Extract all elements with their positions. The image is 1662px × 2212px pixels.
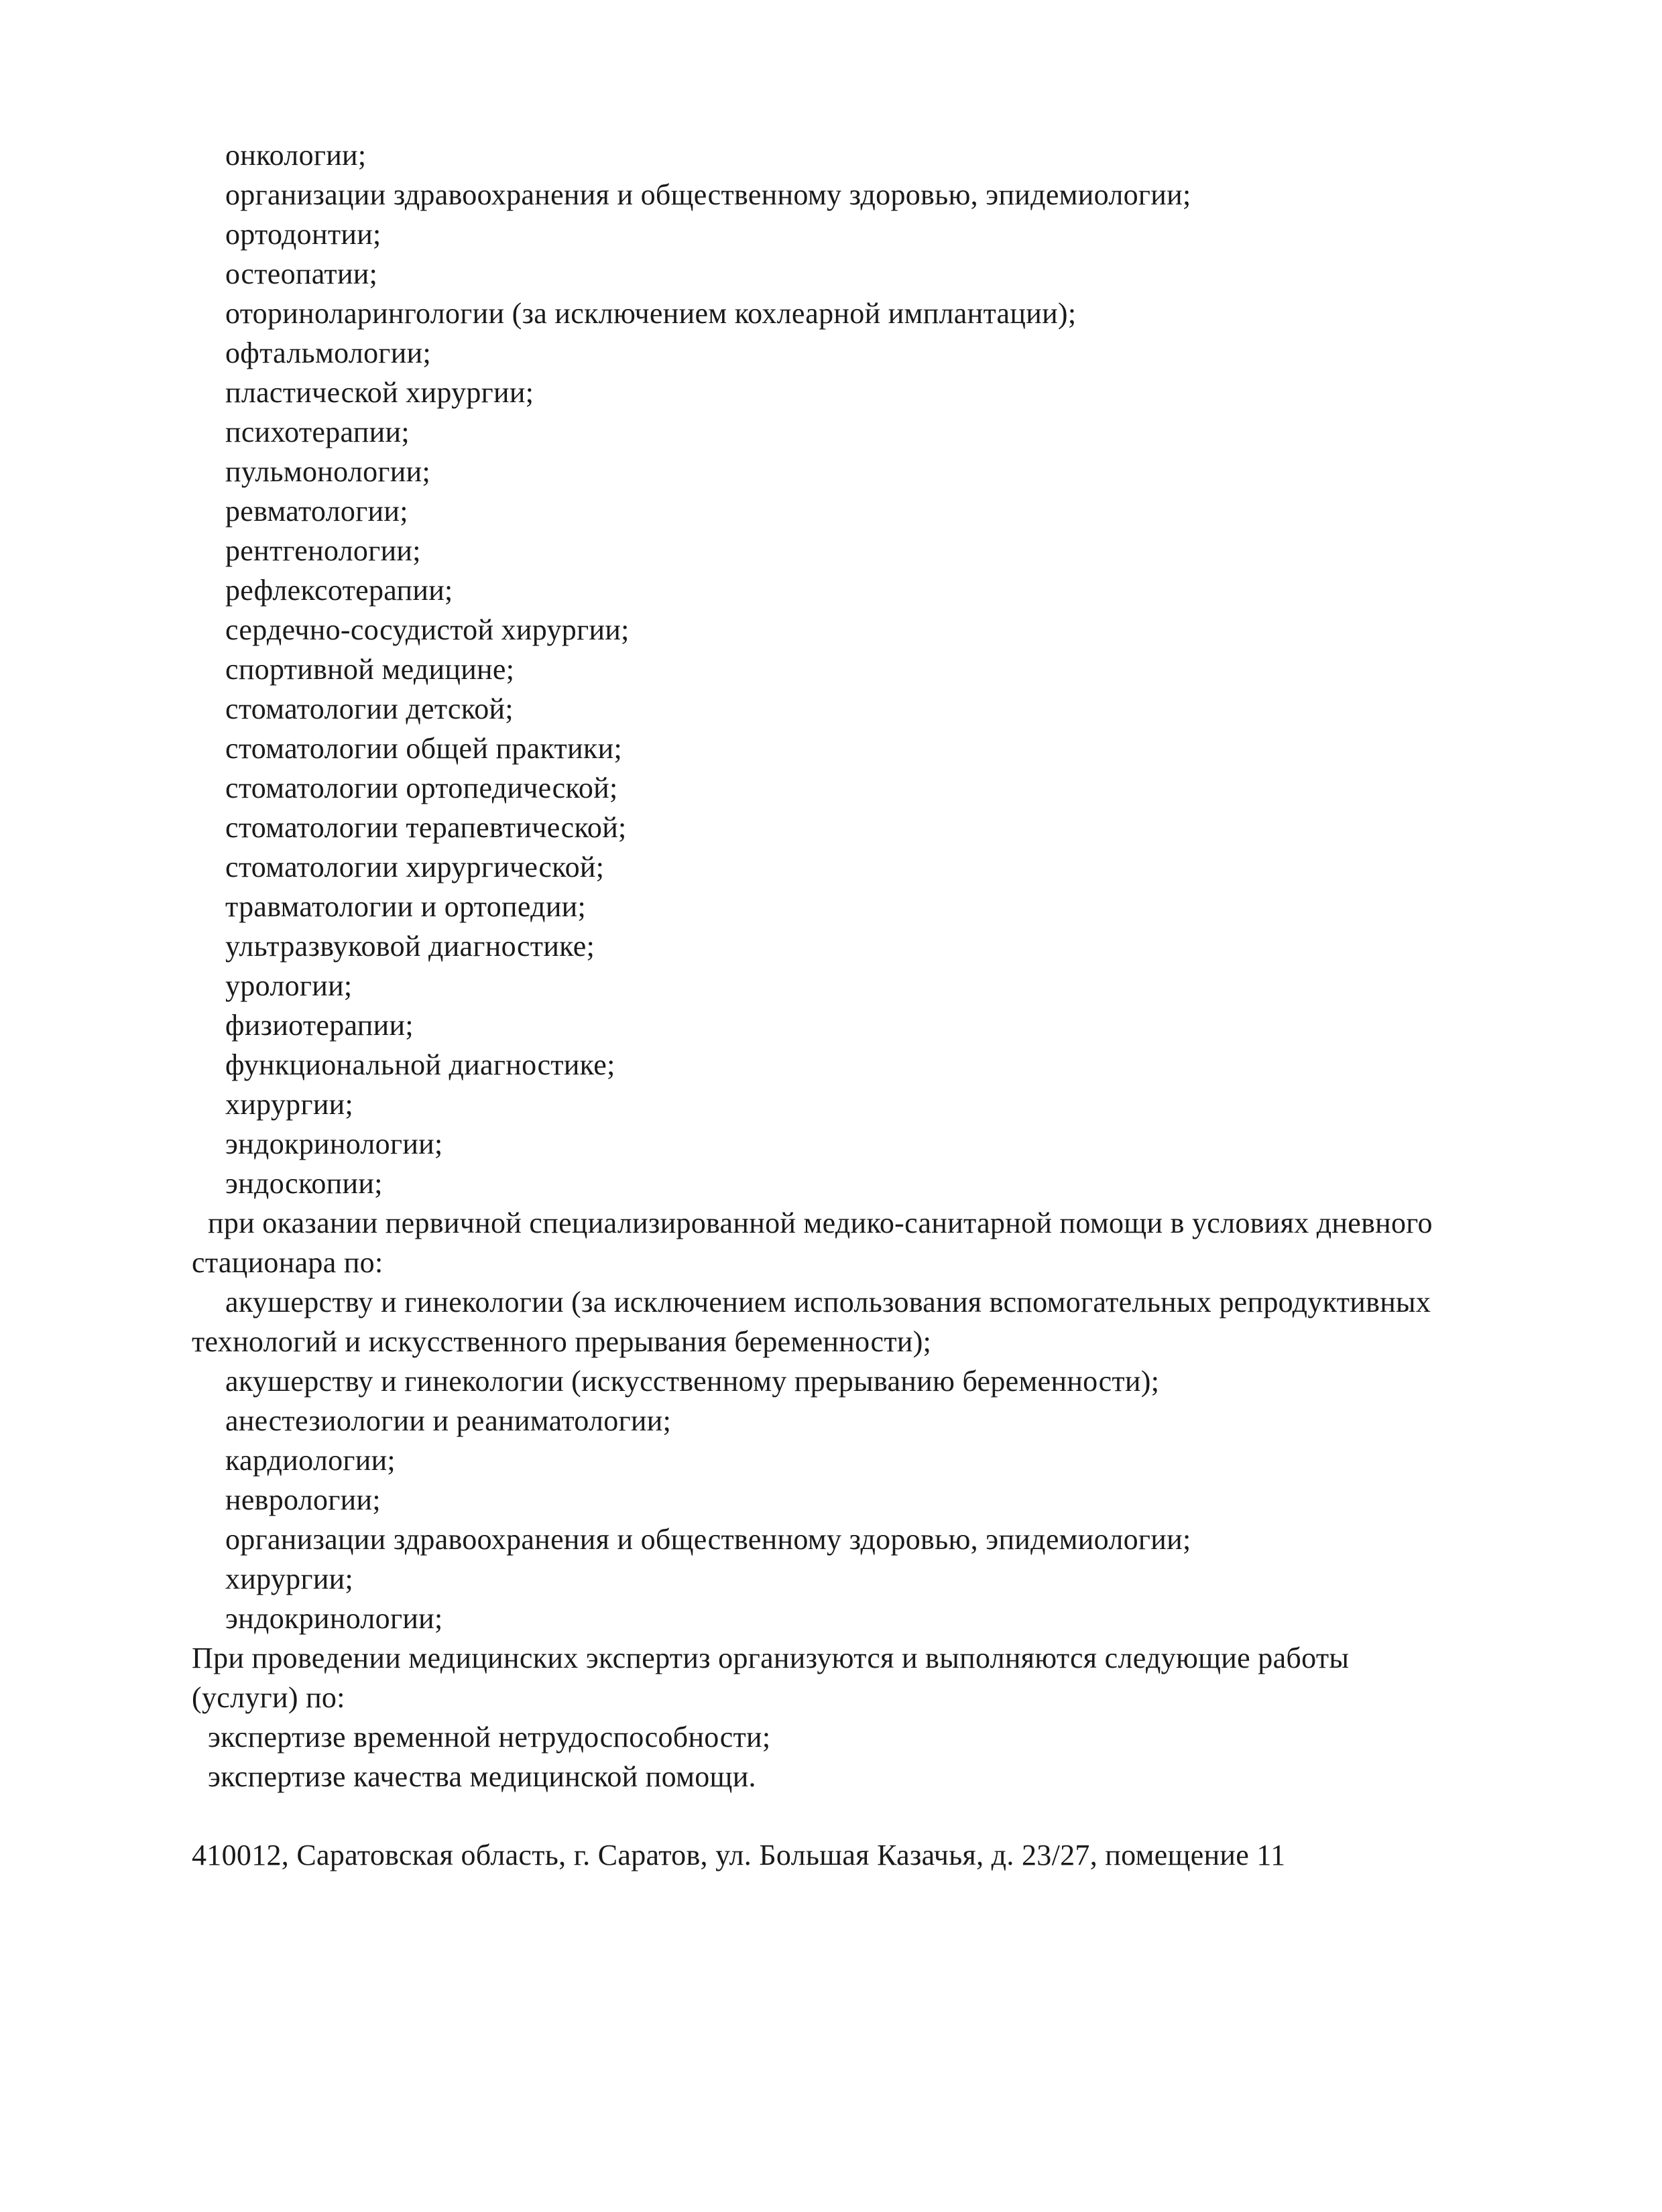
expertise-section-heading: [192, 1638, 1546, 1717]
list-item: организации здравоохранения и общественному здоровью, эпидемиологии;: [225, 1523, 1191, 1556]
list-item: физиотерапии;: [225, 1009, 414, 1042]
section-heading-line: (услуги) по:: [192, 1681, 345, 1714]
list-item: пульмонологии;: [225, 455, 430, 488]
list-item: остеопатии;: [225, 257, 378, 290]
list-item: функциональной диагностике;: [225, 1048, 615, 1081]
section-heading-line: При проведении медицинских экспертиз организуются и выполняются следующие работы: [192, 1642, 1350, 1674]
list-item: офтальмологии;: [225, 336, 432, 369]
list-item: эндокринологии;: [225, 1602, 443, 1635]
list-item: онкологии;: [225, 139, 367, 172]
address-line: 410012, Саратовская область, г. Саратов, ул. Большая Казачья, д. 23/27, помещение 11: [192, 1839, 1286, 1871]
list-item: ультразвуковой диагностике;: [225, 930, 595, 963]
list-item: стоматологии терапевтической;: [225, 811, 627, 844]
list-item: оториноларингологии (за исключением кохлеарной имплантации);: [225, 297, 1077, 330]
list-item: акушерству и гинекологии (искусственному прерыванию беременности);: [225, 1365, 1160, 1398]
list-item: урологии;: [225, 969, 353, 1002]
list-item: хирургии;: [225, 1088, 354, 1121]
expertise-list: [192, 1717, 1546, 1796]
specialties-list-day-hospital: [192, 1282, 1546, 1638]
document-body: [192, 135, 1546, 1796]
list-item: стоматологии детской;: [225, 692, 514, 725]
list-item: психотерапии;: [225, 416, 410, 448]
section-heading-line: при оказании первичной специализированной медико-санитарной помощи в условиях дневного: [208, 1207, 1433, 1239]
list-item: акушерству и гинекологии (за исключением использования вспомогательных репродуктивных: [225, 1286, 1431, 1318]
list-item: эндокринологии;: [225, 1127, 443, 1160]
specialties-list-outpatient: [192, 135, 1546, 1203]
list-item: хирургии;: [225, 1562, 354, 1595]
list-item: стоматологии ортопедической;: [225, 772, 618, 804]
list-item: рефлексотерапии;: [225, 574, 453, 607]
list-item: неврологии;: [225, 1483, 381, 1516]
list-item: экспертизе качества медицинской помощи.: [208, 1760, 756, 1793]
list-item: рентгенологии;: [225, 534, 421, 567]
list-item: травматологии и ортопедии;: [225, 890, 587, 923]
list-item: анестезиологии и реаниматологии;: [225, 1404, 672, 1437]
list-item: сердечно-сосудистой хирургии;: [225, 613, 630, 646]
day-hospital-section-heading: [192, 1203, 1546, 1282]
list-item: ортодонтии;: [225, 218, 381, 251]
list-item: пластической хирургии;: [225, 376, 534, 409]
list-item: стоматологии хирургической;: [225, 851, 605, 883]
list-item: стоматологии общей практики;: [225, 732, 622, 765]
list-item: ревматологии;: [225, 495, 408, 528]
list-item: экспертизе временной нетрудоспособности;: [208, 1721, 771, 1754]
list-item: организации здравоохранения и общественному здоровью, эпидемиологии;: [225, 178, 1191, 211]
list-item: спортивной медицине;: [225, 653, 515, 686]
list-item-continuation: технологий и искусственного прерывания беременности);: [192, 1325, 932, 1358]
list-item: эндоскопии;: [225, 1167, 383, 1200]
list-item: кардиологии;: [225, 1444, 396, 1477]
section-heading-line: стационара по:: [192, 1246, 383, 1279]
